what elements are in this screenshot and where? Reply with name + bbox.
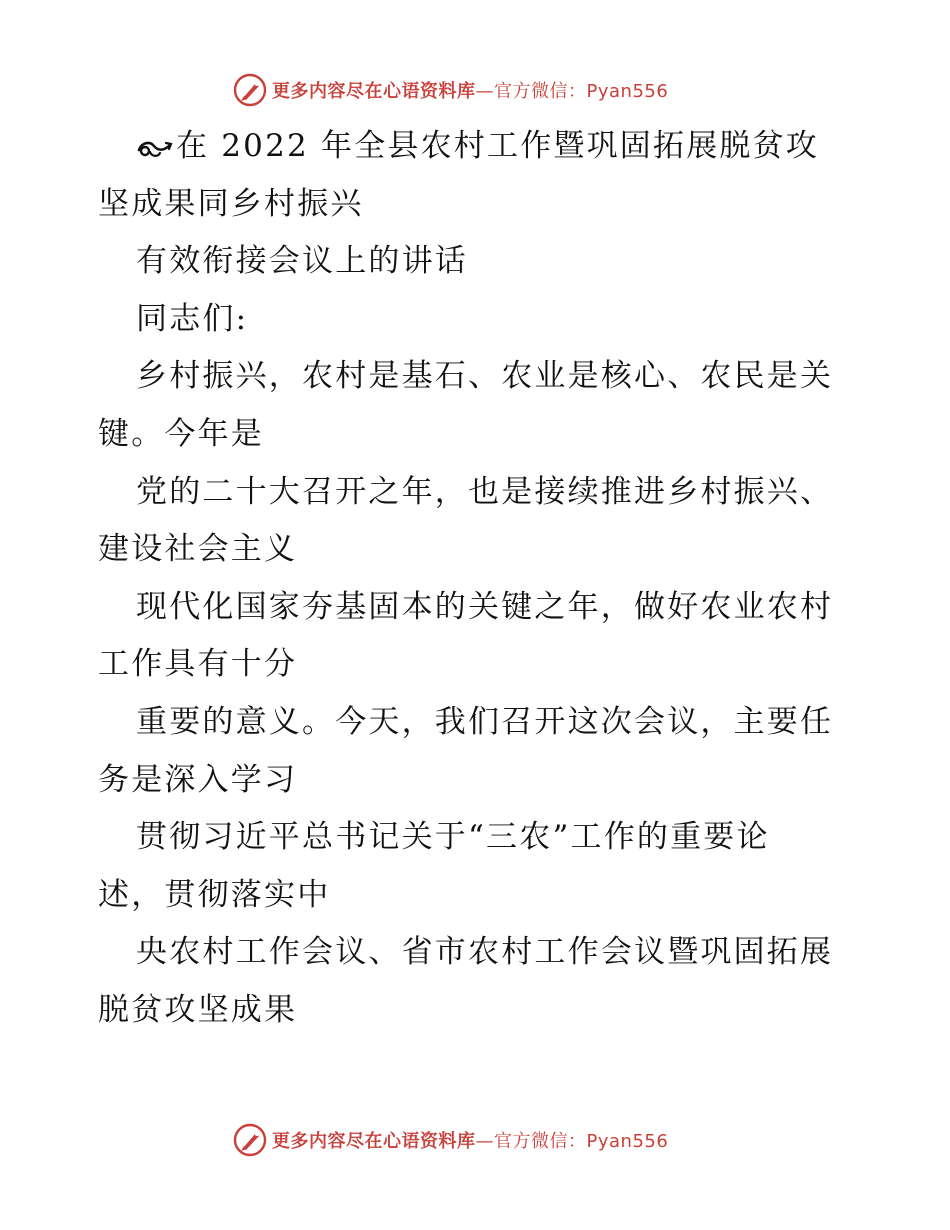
- paragraph-4-line-1: 重要的意义。今天，我们召开这次会议，主要任: [136, 703, 834, 740]
- banner-wechat-text: —官方微信：Pyan556: [475, 81, 669, 102]
- document-title-line-3: 有效衔接会议上的讲话: [136, 243, 468, 280]
- paragraph-1-line-1: 乡村振兴，农村是基石、农业是核心、农民是关: [136, 358, 834, 395]
- document-title-text-1: 在 2022 年全县农村工作暨巩固拓展脱贫攻: [176, 128, 819, 164]
- paragraph-5-line-2: 述，贯彻落实中: [98, 876, 331, 913]
- paragraph-1-line-2: 键。今年是: [98, 415, 264, 452]
- banner-wechat-text: —官方微信：Pyan556: [475, 1131, 669, 1152]
- paragraph-4-line-2: 务是深入学习: [98, 761, 298, 798]
- paragraph-2-line-2: 建设社会主义: [98, 531, 298, 568]
- circular-pen-logo-icon: [232, 72, 268, 108]
- paragraph-3-line-2: 工作具有十分: [98, 646, 298, 683]
- document-title-line-1: [98, 118, 858, 176]
- document-title-line-2: 坚成果同乡村振兴: [98, 185, 364, 222]
- header-watermark-banner: [232, 72, 668, 108]
- document-body: [98, 118, 858, 1040]
- paragraph-2-line-1: 党的二十大召开之年，也是接续推进乡村振兴、: [136, 473, 834, 510]
- circular-pen-logo-icon: [232, 1122, 268, 1158]
- footer-watermark-banner: [232, 1122, 668, 1158]
- paragraph-3-line-1: 现代化国家夯基固本的关键之年，做好农业农村: [136, 588, 834, 625]
- hand-pointing-icon: [136, 132, 174, 160]
- paragraph-5-line-1: 贯彻习近平总书记关于“三农”工作的重要论: [136, 819, 770, 856]
- salutation: 同志们:: [136, 300, 249, 337]
- banner-lead-text: 更多内容尽在心语资料库: [272, 1131, 476, 1152]
- paragraph-6-line-1: 央农村工作会议、省市农村工作会议暨巩固拓展: [136, 934, 834, 971]
- paragraph-6-line-2: 脱贫攻坚成果: [98, 991, 298, 1028]
- banner-lead-text: 更多内容尽在心语资料库: [272, 81, 476, 102]
